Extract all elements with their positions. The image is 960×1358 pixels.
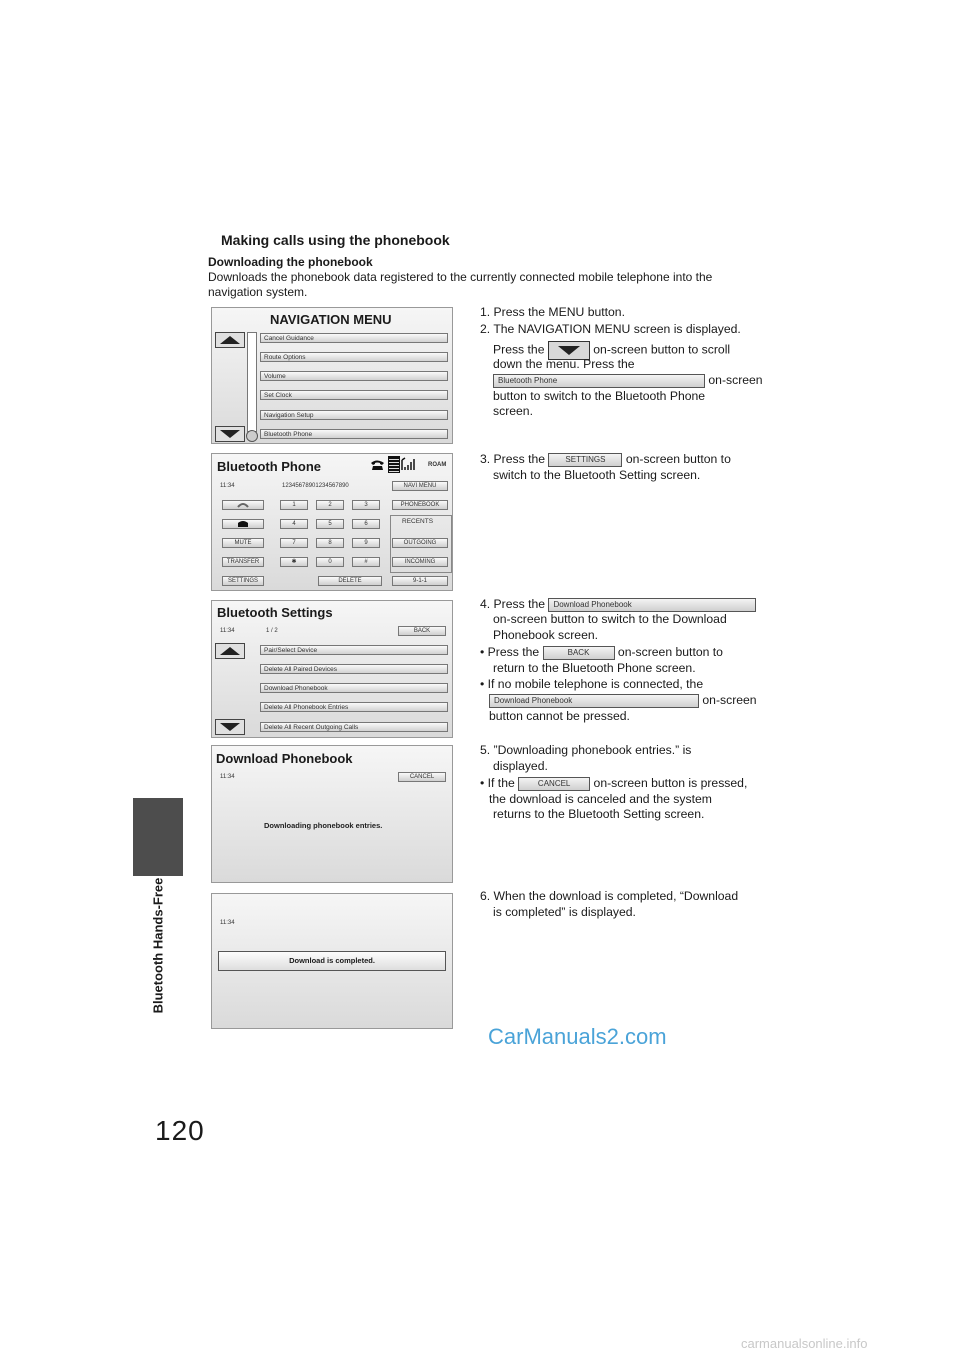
bluetooth-phone-button-image: Bluetooth Phone: [493, 374, 705, 388]
outgoing-button[interactable]: OUTGOING: [392, 538, 448, 548]
bluetooth-settings-screen: [211, 600, 453, 738]
key-star[interactable]: ✱: [280, 557, 308, 567]
navigation-menu-screen: [211, 307, 453, 444]
key-8[interactable]: 8: [316, 538, 344, 548]
menu-item-delete-paired-devices[interactable]: Delete All Paired Devices: [260, 664, 448, 674]
menu-item-route-options[interactable]: Route Options: [260, 352, 448, 362]
scroll-down-icon[interactable]: [215, 719, 245, 735]
page-number: 120: [155, 1115, 205, 1146]
step-2-line-4: Bluetooth Phone on-screen: [493, 373, 763, 389]
step-2: 2. The NAVIGATION MENU screen is displayed.: [480, 322, 741, 336]
key-6[interactable]: 6: [352, 519, 380, 529]
clock: 11:34: [220, 920, 235, 926]
menu-item-volume[interactable]: Volume: [260, 371, 448, 381]
intro-text: Downloads the phonebook data registered to the currently connected mobile telephone into the navigation system.: [208, 270, 713, 299]
step-3: 3. Press the SETTINGS on-screen button to: [480, 452, 731, 466]
end-call-button[interactable]: [222, 519, 264, 529]
step-6-line-2: is completed” is displayed.: [493, 905, 636, 919]
menu-item-navigation-setup[interactable]: Navigation Setup: [260, 410, 448, 420]
step-4-line-3: Phonebook screen.: [493, 628, 599, 642]
key-3[interactable]: 3: [352, 500, 380, 510]
scroll-up-icon[interactable]: [215, 643, 245, 659]
bullet-no-phone-line-2: Download Phonebook on-screen: [489, 693, 757, 709]
scroll-up-icon[interactable]: [215, 332, 245, 348]
step-2-scroll-line: Press the on-screen button to scroll: [493, 341, 730, 360]
step-2-line-3: down the menu. Press the: [493, 357, 635, 371]
key-9[interactable]: 9: [352, 538, 380, 548]
step-6: 6. When the download is completed, “Download: [480, 889, 739, 903]
download-completed-screen: [211, 893, 453, 1029]
clock: 11:34: [220, 483, 235, 489]
transfer-button[interactable]: TRANSFER: [222, 557, 264, 567]
key-4[interactable]: 4: [280, 519, 308, 529]
back-button[interactable]: BACK: [398, 626, 446, 636]
bullet-no-phone: • If no mobile telephone is connected, the: [480, 677, 704, 691]
screen-title: Bluetooth Phone: [217, 459, 321, 474]
scroll-down-icon[interactable]: [215, 426, 245, 442]
bullet-cancel-line-3: returns to the Bluetooth Setting screen.: [493, 807, 705, 821]
step-1: 1. Press the MENU button.: [480, 305, 625, 319]
bullet-back-line-2: return to the Bluetooth Phone screen.: [493, 661, 696, 675]
bullet-cancel: • If the CANCEL on-screen button is pressed,: [480, 776, 748, 790]
menu-item-delete-recent-outgoing[interactable]: Delete All Recent Outgoing Calls: [260, 722, 448, 732]
download-phonebook-button-image: Download Phonebook: [489, 694, 699, 708]
emergency-911-button[interactable]: 9-1-1: [392, 576, 448, 586]
screen-title: Bluetooth Settings: [217, 605, 333, 620]
step-2-line-6: screen.: [493, 404, 533, 418]
section-title: Making calls using the phonebook: [221, 232, 450, 248]
scroll-position-icon: [246, 430, 258, 442]
menu-item-cancel-guidance[interactable]: Cancel Guidance: [260, 333, 448, 343]
roam-indicator: ROAM: [428, 462, 447, 468]
menu-item-set-clock[interactable]: Set Clock: [260, 390, 448, 400]
key-7[interactable]: 7: [280, 538, 308, 548]
bullet-cancel-line-2: the download is canceled and the system: [489, 792, 712, 806]
scrollbar[interactable]: [247, 332, 257, 432]
clock: 11:34: [220, 628, 235, 634]
download-phonebook-screen: [211, 745, 453, 883]
side-tab-label: Bluetooth Hands-Free: [150, 877, 166, 1014]
recents-label: RECENTS: [402, 518, 434, 525]
back-button-image: BACK: [543, 646, 615, 660]
key-0[interactable]: 0: [316, 557, 344, 567]
screen-title: NAVIGATION MENU: [270, 312, 392, 327]
step-4: 4. Press the Download Phonebook: [480, 597, 756, 613]
menu-item-bluetooth-phone[interactable]: Bluetooth Phone: [260, 429, 448, 439]
step-3-line-2: switch to the Bluetooth Setting screen.: [493, 468, 701, 482]
clock: 11:34: [220, 774, 235, 780]
key-2[interactable]: 2: [316, 500, 344, 510]
step-5-line-2: displayed.: [493, 759, 548, 773]
bullet-back: • Press the BACK on-screen button to: [480, 645, 723, 659]
download-status: Downloading phonebook entries.: [264, 821, 383, 830]
key-1[interactable]: 1: [280, 500, 308, 510]
call-button[interactable]: [222, 500, 264, 510]
cancel-button[interactable]: CANCEL: [398, 772, 446, 782]
menu-item-delete-phonebook-entries[interactable]: Delete All Phonebook Entries: [260, 702, 448, 712]
incoming-button[interactable]: INCOMING: [392, 557, 448, 567]
key-5[interactable]: 5: [316, 519, 344, 529]
sub-title: Downloading the phonebook: [208, 255, 373, 269]
navi-menu-button[interactable]: NAVI MENU: [392, 481, 448, 491]
page-indicator: 1 / 2: [266, 628, 278, 634]
phonebook-button[interactable]: PHONEBOOK: [392, 500, 448, 510]
menu-item-download-phonebook[interactable]: Download Phonebook: [260, 683, 448, 693]
phone-icon: [370, 458, 385, 470]
delete-button[interactable]: DELETE: [318, 576, 382, 586]
menu-item-pair-select-device[interactable]: Pair/Select Device: [260, 645, 448, 655]
signal-icon: [401, 457, 415, 471]
dialed-number: 12345678901234567890: [282, 483, 349, 489]
download-phonebook-button-image: Download Phonebook: [548, 598, 756, 612]
step-4-line-2: on-screen button to switch to the Download: [493, 612, 727, 626]
side-tab: [133, 798, 183, 876]
settings-button[interactable]: SETTINGS: [222, 576, 264, 586]
cancel-button-image: CANCEL: [518, 777, 590, 791]
footer-watermark: carmanualsonline.info: [741, 1336, 868, 1351]
settings-button-image: SETTINGS: [548, 453, 622, 467]
key-hash[interactable]: #: [352, 557, 380, 567]
battery-icon: [388, 456, 400, 473]
mute-button[interactable]: MUTE: [222, 538, 264, 548]
step-2-line-5: button to switch to the Bluetooth Phone: [493, 389, 706, 403]
bullet-no-phone-line-3: button cannot be pressed.: [489, 709, 630, 723]
screen-title: Download Phonebook: [216, 751, 353, 766]
step-5: 5. ”Downloading phonebook entries.” is: [480, 743, 692, 757]
completed-message: Download is completed.: [218, 951, 446, 971]
bluetooth-phone-screen: [211, 453, 453, 591]
site-watermark: CarManuals2.com: [488, 1024, 667, 1049]
